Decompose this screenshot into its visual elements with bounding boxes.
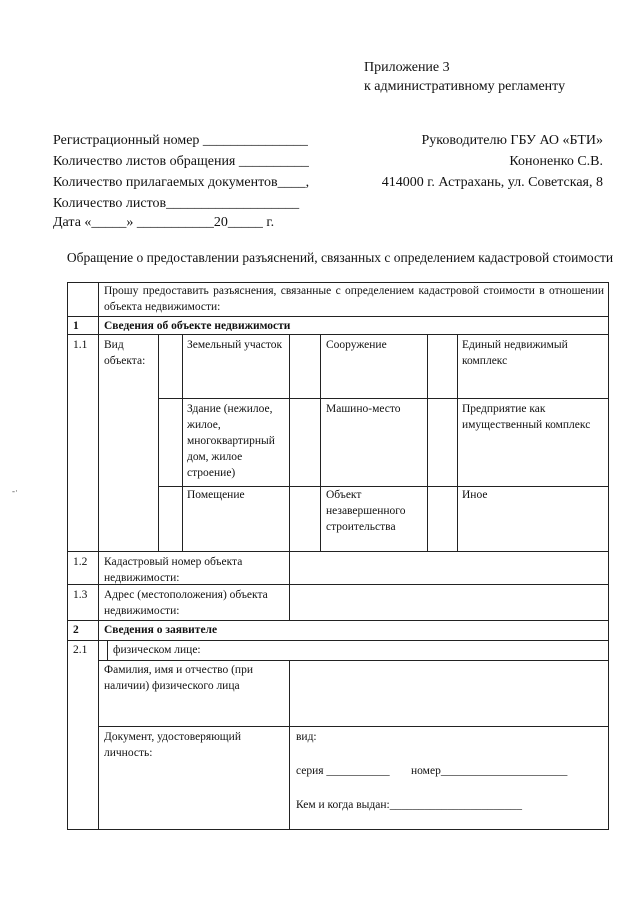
option-single-complex: Единый недвижимый комплекс xyxy=(462,339,568,367)
document-series-field[interactable]: серия ___________ xyxy=(296,765,390,777)
object-type-label: Вид объекта: xyxy=(104,339,146,367)
section-2-title: Сведения о заявителе xyxy=(104,624,218,636)
document-number-field[interactable]: номер______________________ xyxy=(411,765,568,777)
cadastral-number-input[interactable] xyxy=(290,552,608,583)
scan-artifact: -· xyxy=(12,486,18,496)
registration-number-field: Регистрационный номер _______________ xyxy=(53,133,308,148)
option-enterprise-complex: Предприятие как имущественный комплекс xyxy=(462,403,591,431)
cadastral-number-label: Кадастровый номер объекта недвижимости: xyxy=(104,556,243,584)
checkbox-premises[interactable] xyxy=(159,487,181,550)
checkbox-structure[interactable] xyxy=(290,335,319,397)
checkbox-individual[interactable] xyxy=(99,641,106,659)
option-structure: Сооружение xyxy=(326,339,387,351)
option-building: Здание (нежилое, жилое, многоквартирный дом, жилое строение) xyxy=(187,403,275,479)
sheets-of-request-field: Количество листов обращения __________ xyxy=(53,154,309,169)
checkbox-single-complex[interactable] xyxy=(428,335,456,397)
appendix-reference: к административному регламенту xyxy=(364,79,566,94)
sheets-count-field: Количество листов___________________ xyxy=(53,196,300,211)
attached-documents-field: Количество прилагаемых документов____, xyxy=(53,175,310,190)
checkbox-building[interactable] xyxy=(159,399,181,485)
individual-label: физическом лице: xyxy=(113,644,201,656)
row-1-3-number: 1.3 xyxy=(73,589,88,601)
intro-text: Прошу предоставить разъяснения, связанные с определением кадастровой стоимости в отношении объекта недвижимости: xyxy=(104,285,604,313)
row-1-2-number: 1.2 xyxy=(73,556,88,568)
document-kind-label: вид: xyxy=(296,731,317,743)
appendix-number: Приложение 3 xyxy=(364,60,450,75)
document-issued-by-field[interactable]: Кем и когда выдан:_______________________ xyxy=(296,799,522,811)
row-2-1-number: 2.1 xyxy=(73,644,88,656)
checkbox-unfinished-construction[interactable] xyxy=(290,487,319,550)
option-land-plot: Земельный участок xyxy=(187,339,283,351)
section-2-number: 2 xyxy=(73,624,79,636)
addressee-title: Руководителю ГБУ АО «БТИ» xyxy=(421,133,603,148)
option-other: Иное xyxy=(462,489,488,501)
full-name-input[interactable] xyxy=(290,661,608,725)
checkbox-land-plot[interactable] xyxy=(159,335,181,397)
checkbox-other[interactable] xyxy=(428,487,456,550)
date-field: Дата «_____» ___________20_____ г. xyxy=(53,215,275,230)
addressee-name: Кононенко С.В. xyxy=(509,154,603,169)
option-parking-space: Машино-место xyxy=(326,403,401,415)
section-1-number: 1 xyxy=(73,320,79,332)
full-name-label: Фамилия, имя и отчество (при наличии) физического лица xyxy=(104,664,253,692)
option-unfinished-construction: Объект незавершенного строительства xyxy=(326,489,406,533)
section-1-title: Сведения об объекте недвижимости xyxy=(104,320,291,332)
address-label: Адрес (местоположения) объекта недвижимости: xyxy=(104,589,268,617)
addressee-address: 414000 г. Астрахань, ул. Советская, 8 xyxy=(381,175,603,190)
checkbox-enterprise-complex[interactable] xyxy=(428,399,456,485)
option-premises: Помещение xyxy=(187,489,245,501)
row-1-1-number: 1.1 xyxy=(73,339,88,351)
identity-document-label: Документ, удостоверяющий личность: xyxy=(104,731,241,759)
document-title: Обращение о предоставлении разъяснений, связанных с определением кадастровой стоимости xyxy=(66,250,614,265)
checkbox-parking-space[interactable] xyxy=(290,399,319,485)
address-input[interactable] xyxy=(290,585,608,619)
